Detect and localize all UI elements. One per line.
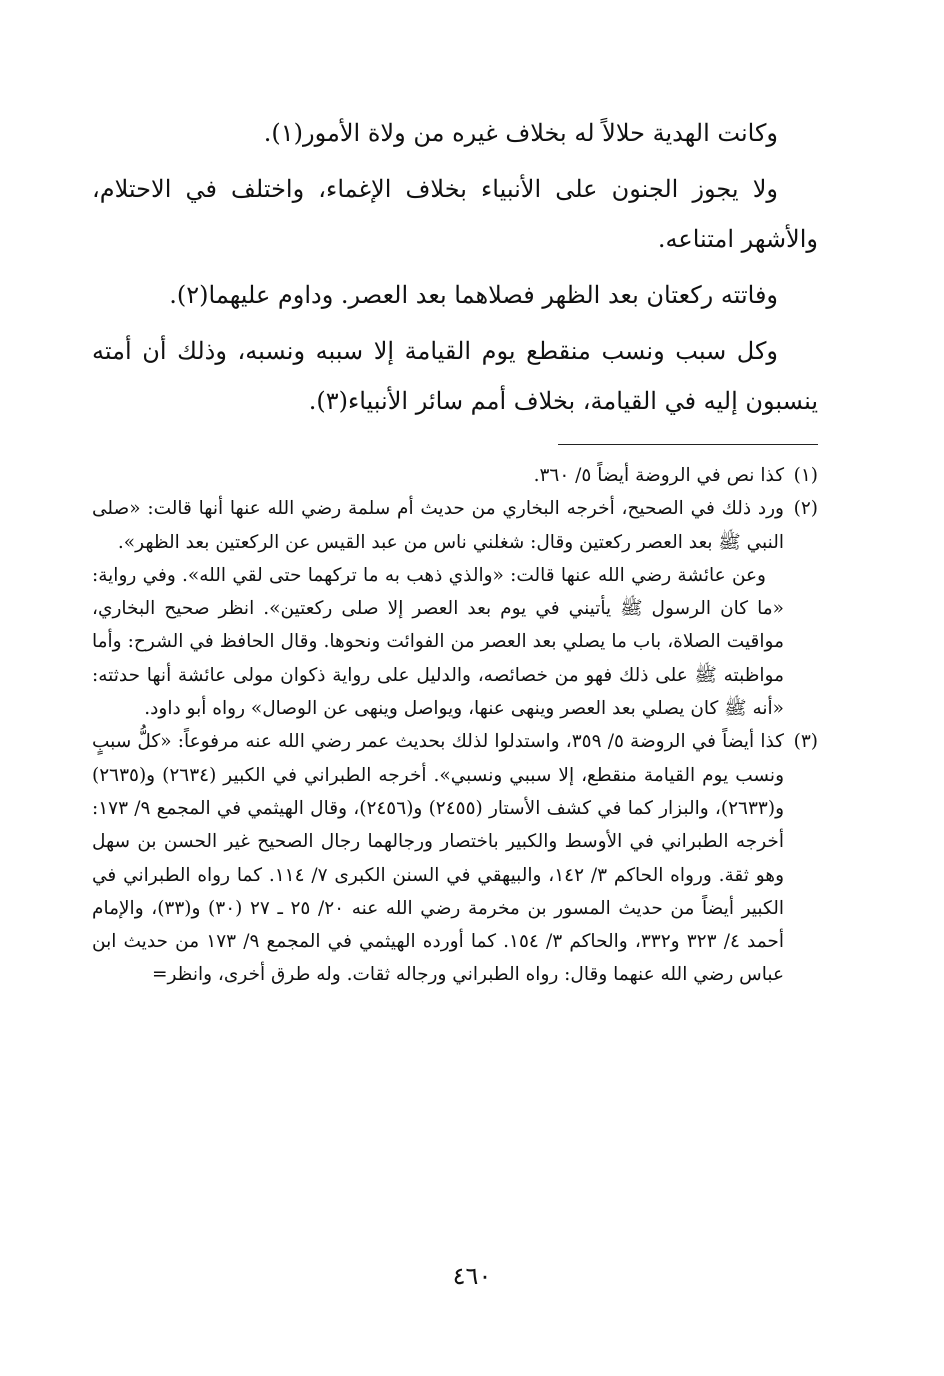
- main-paragraph-2: ولا يجوز الجنون على الأنبياء بخلاف الإغماء، واختلف في الاحتلام، والأشهر امتناعه.: [92, 175, 818, 253]
- footnote-text: كذا أيضاً في الروضة ٥/ ٣٥٩، واستدلوا لذلك بحديث عمر رضي الله عنه مرفوعاً: «كلُّ سببٍ ونسب يوم القيامة منقطع، إلا سببي ونسبي». أخرجه الطبراني في الكبير (٢٦٣٤) و(٢٦٣٥) و(٢٦٣٣)، والبزار كما في كشف الأستار (٢٤٥٥) و(٢٤٥٦)، وقال الهيثمي في المجمع ٩/ ١٧٣: أخرجه الطبراني في الأوسط والكبير باختصار ورجالهما رجال الصحيح غير الحسن بن سهل وهو ثقة. ورواه الحاكم ٣/ ١٤٢، والبيهقي في السنن الكبرى ٧/ ١١٤. كما رواه الطبراني في الكبير أيضاً من حديث المسور بن مخرمة رضي الله عنه ٢٠/ ٢٥ ـ ٢٧ (٣٠) و(٣٣)، والإمام أحمد ٤/ ٣٢٣ و٣٣٢، والحاكم ٣/ ١٥٤. كما أورده الهيثمي في المجمع ٩/ ١٧٣ من حديث ابن عباس رضي الله عنهما وقال: رواه الطبراني ورجاله ثقات. وله طرق أخرى، وانظر=: [92, 731, 785, 986]
- footnote-number: (٢): [793, 498, 818, 520]
- footnote-1: [92, 459, 818, 492]
- footnote-number: (٣): [793, 731, 818, 753]
- footnotes: [92, 459, 818, 992]
- main-text: [92, 108, 818, 426]
- footnote-number: (١): [793, 465, 818, 486]
- footnote-divider: [558, 444, 818, 445]
- page-body: [92, 108, 818, 1258]
- main-paragraph-3: وفاتته ركعتان بعد الظهر فصلاهما بعد العصر. وداوم عليهما(٢).: [169, 281, 778, 309]
- footnote-text: ورد ذلك في الصحيح، أخرجه البخاري من حديث أم سلمة رضي الله عنها أنها قالت: «صلى النبي ﷺ بعد العصر ركعتين وقال: شغلني ناس من عبد القيس عن الركعتين بعد الظهر».: [92, 498, 784, 553]
- footnote-2: [92, 492, 818, 725]
- main-paragraph-4: وكل سبب ونسب منقطع يوم القيامة إلا سببه ونسبه، وذلك أن أمته ينسبون إليه في القيامة، بخلاف أمم سائر الأنبياء(٣).: [92, 337, 818, 415]
- footnote-text: وعن عائشة رضي الله عنها قالت: «والذي ذهب به ما تركهما حتى لقي الله». وفي رواية: «ما كان الرسول ﷺ يأتيني في يوم بعد العصر إلا صلى ركعتين». انظر صحيح البخاري، مواقيت الصلاة، باب ما يصلي بعد العصر من الفوائت ونحوها. وقال الحافظ في الشرح: وأما مواظبته ﷺ على ذلك فهو من خصائصه، والدليل على رواية ذكوان مولى عائشة أنها حدثته: «أنه ﷺ كان يصلي بعد العصر وينهى عنها، ويواصل وينهى عن الوصال» رواه أبو داود.: [92, 564, 784, 720]
- main-paragraph-1: وكانت الهدية حلالاً له بخلاف غيره من ولاة الأمور(١).: [263, 119, 778, 147]
- footnote-3: [92, 725, 818, 991]
- page-number: ٤٦٠: [452, 1262, 492, 1290]
- footnote-text: كذا نص في الروضة أيضاً ٥/ ٣٦٠.: [533, 465, 784, 486]
